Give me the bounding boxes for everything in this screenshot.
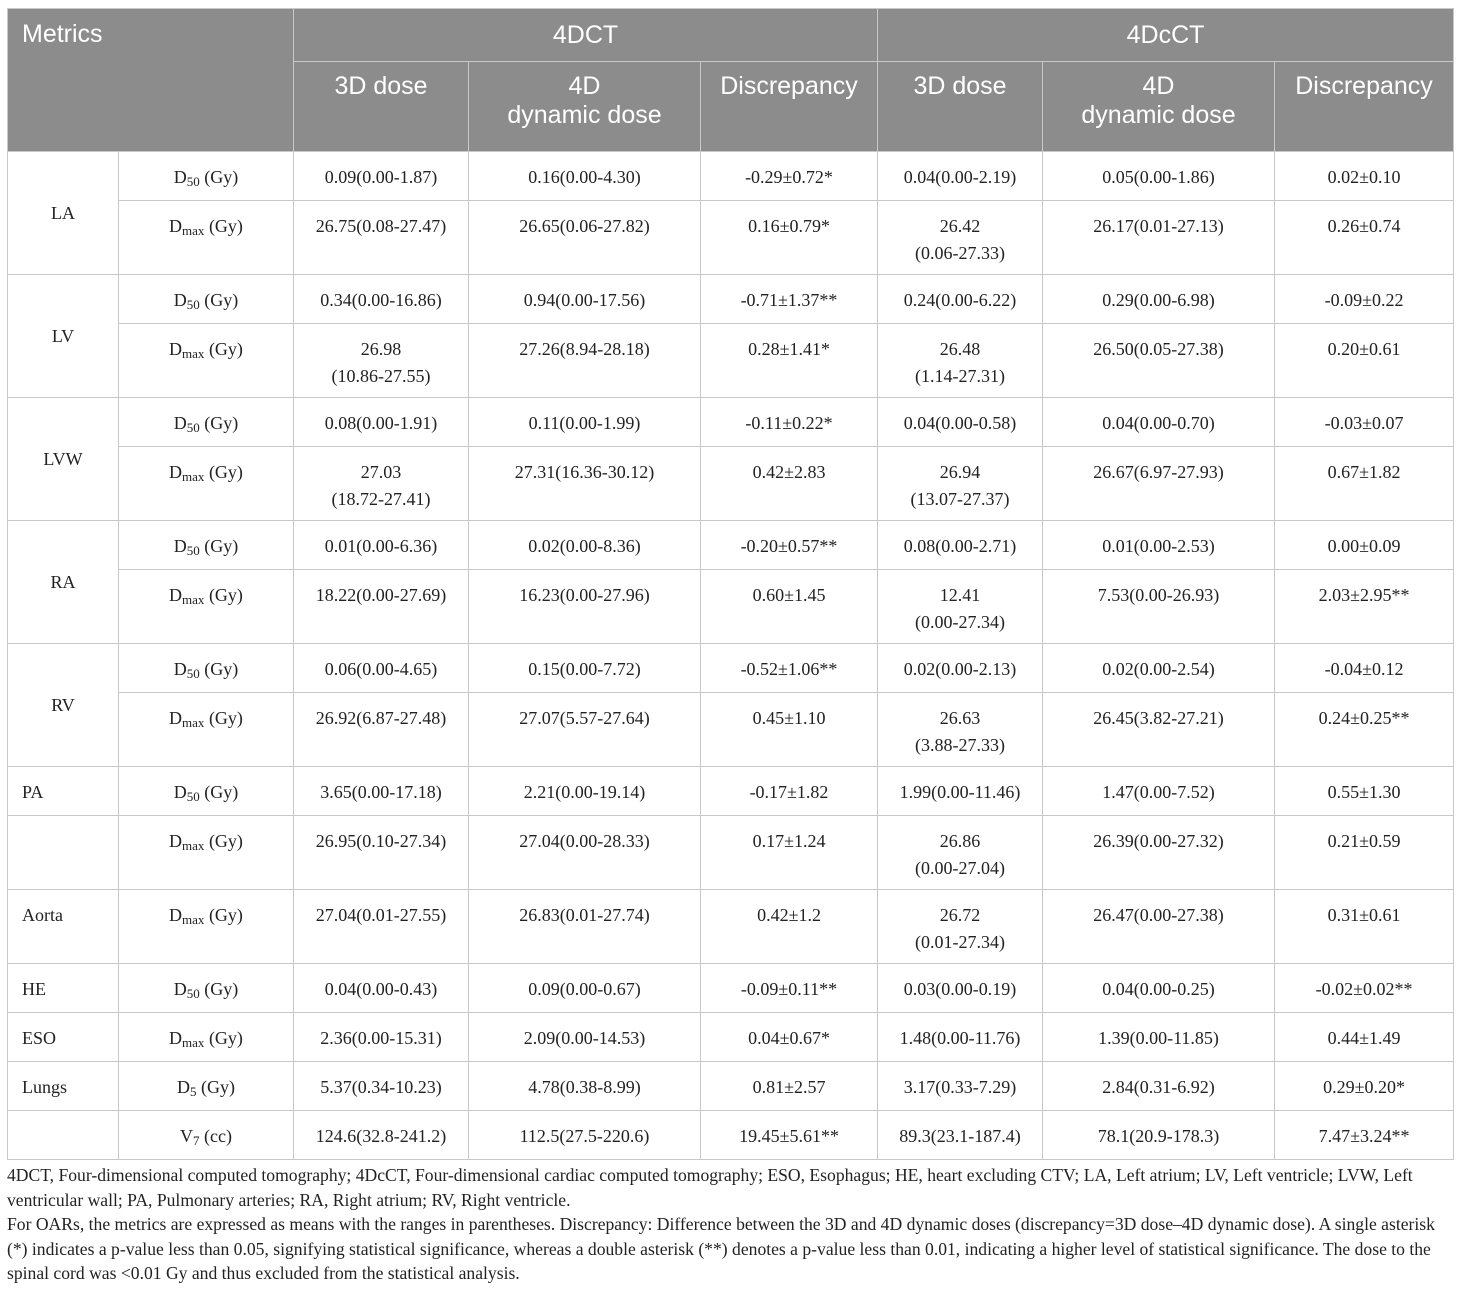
value-cell: 7.53(0.00-26.93) — [1043, 570, 1275, 644]
metric-subscript: max — [182, 346, 205, 361]
metric-unit: (Gy) — [204, 462, 243, 482]
organ-name: LV — [8, 275, 119, 398]
value-cell: 0.28±1.41* — [701, 324, 878, 398]
value-cell: 5.37(0.34-10.23) — [294, 1062, 469, 1111]
value-cell: 0.94(0.00-17.56) — [469, 275, 701, 324]
metric-unit: (Gy) — [199, 413, 239, 433]
metric-symbol: D — [169, 585, 183, 605]
value-cell: 0.31±0.61 — [1275, 890, 1454, 964]
value-cell: 27.31(16.36-30.12) — [469, 447, 701, 521]
value-cell: 0.24±0.25** — [1275, 693, 1454, 767]
value-cell: 0.08(0.00-2.71) — [878, 521, 1043, 570]
value-cell: 1.99(0.00-11.46) — [878, 767, 1043, 816]
metric-cell — [119, 521, 294, 570]
value-cell: 0.08(0.00-1.91) — [294, 398, 469, 447]
value-cell: 0.45±1.10 — [701, 693, 878, 767]
value-cell: 3.17(0.33-7.29) — [878, 1062, 1043, 1111]
value-cell: 0.04(0.00-0.25) — [1043, 964, 1275, 1013]
value-cell: 12.41 (0.00-27.34) — [878, 570, 1043, 644]
value-cell: 26.72 (0.01-27.34) — [878, 890, 1043, 964]
footnote-description: For OARs, the metrics are expressed as means with the ranges in parentheses. Discrepancy: Difference between the 3D and 4D dynamic doses (discrepancy=3D dose–4D dynamic dose). A single asterisk (*) indicates a p-value less than 0.05, signifying statistical significance, whereas a double asterisk (**) denotes a p-value less than 0.01, indicating a higher level of statistical significance. The dose to the spinal cord was <0.01 Gy and thus excluded from the statistical analysis. — [7, 1214, 1435, 1283]
value-cell: 0.16±0.79* — [701, 201, 878, 275]
value-cell: 0.20±0.61 — [1275, 324, 1454, 398]
metric-cell — [119, 767, 294, 816]
metric-symbol: D — [169, 462, 183, 482]
value-cell: 0.60±1.45 — [701, 570, 878, 644]
value-cell: 26.83(0.01-27.74) — [469, 890, 701, 964]
table-row — [8, 816, 1454, 890]
value-cell: 26.98 (10.86-27.55) — [294, 324, 469, 398]
value-cell: 0.04(0.00-0.43) — [294, 964, 469, 1013]
value-cell: 0.16(0.00-4.30) — [469, 152, 701, 201]
value-cell: 26.17(0.01-27.13) — [1043, 201, 1275, 275]
header-4dct-3d-dose: 3D dose — [294, 62, 469, 152]
metric-symbol: V — [180, 1126, 194, 1146]
value-cell: 0.67±1.82 — [1275, 447, 1454, 521]
metric-subscript: max — [182, 592, 205, 607]
value-cell: 0.55±1.30 — [1275, 767, 1454, 816]
metric-unit: (Gy) — [199, 659, 239, 679]
value-cell: 124.6(32.8-241.2) — [294, 1111, 469, 1160]
value-cell: 0.06(0.00-4.65) — [294, 644, 469, 693]
organ-name: HE — [8, 964, 119, 1013]
organ-name: RV — [8, 644, 119, 767]
metric-symbol: D — [169, 708, 183, 728]
value-cell: 0.11(0.00-1.99) — [469, 398, 701, 447]
value-cell: 7.47±3.24** — [1275, 1111, 1454, 1160]
organ-name: ESO — [8, 1013, 119, 1062]
value-cell: 0.04(0.00-0.58) — [878, 398, 1043, 447]
value-cell: 0.02(0.00-2.54) — [1043, 644, 1275, 693]
header-metrics: Metrics — [8, 9, 294, 152]
table-row — [8, 521, 1454, 570]
metric-symbol: D — [173, 413, 187, 433]
value-cell: -0.71±1.37** — [701, 275, 878, 324]
table-header — [8, 9, 1454, 152]
metric-unit: (Gy) — [204, 905, 243, 925]
metric-subscript: 50 — [186, 297, 200, 312]
metric-cell — [119, 398, 294, 447]
metric-unit: (Gy) — [199, 290, 239, 310]
table-row — [8, 152, 1454, 201]
value-cell: 26.42 (0.06-27.33) — [878, 201, 1043, 275]
value-cell: 27.03 (18.72-27.41) — [294, 447, 469, 521]
metric-unit: (Gy) — [204, 339, 243, 359]
value-cell: -0.11±0.22* — [701, 398, 878, 447]
metric-cell — [119, 1062, 294, 1111]
metric-subscript: 50 — [186, 420, 200, 435]
footnote-abbreviations: 4DCT, Four-dimensional computed tomography; 4DcCT, Four-dimensional cardiac computed tomography; ESO, Esophagus; HE, heart excluding CTV; LA, Left atrium; LV, Left ventricle; LVW, Left ventricular wall; PA, Pulmonary arteries; RA, Right atrium; RV, Right ventricle. — [7, 1165, 1413, 1210]
value-cell: 0.01(0.00-6.36) — [294, 521, 469, 570]
value-cell: 0.24(0.00-6.22) — [878, 275, 1043, 324]
table-row — [8, 1013, 1454, 1062]
value-cell: 27.04(0.01-27.55) — [294, 890, 469, 964]
metric-symbol: D — [169, 831, 183, 851]
metric-cell — [119, 1111, 294, 1160]
metric-subscript: 50 — [186, 986, 200, 1001]
value-cell: -0.09±0.11** — [701, 964, 878, 1013]
value-cell: -0.17±1.82 — [701, 767, 878, 816]
value-cell: 27.04(0.00-28.33) — [469, 816, 701, 890]
header-group-4dcct: 4DcCT — [878, 9, 1454, 62]
metric-symbol: D — [169, 216, 183, 236]
metric-symbol: D — [169, 1028, 183, 1048]
metric-symbol: D — [173, 782, 187, 802]
metric-subscript: 50 — [186, 666, 200, 681]
value-cell: 0.15(0.00-7.72) — [469, 644, 701, 693]
metric-cell — [119, 816, 294, 890]
metric-unit: (Gy) — [204, 216, 243, 236]
header-4dcct-4d-dose — [1043, 62, 1275, 152]
value-cell: 0.26±0.74 — [1275, 201, 1454, 275]
metric-symbol: D — [169, 339, 183, 359]
value-cell: 78.1(20.9-178.3) — [1043, 1111, 1275, 1160]
value-cell: 26.48 (1.14-27.31) — [878, 324, 1043, 398]
header-4dct-discrepancy: Discrepancy — [701, 62, 878, 152]
value-cell: 0.00±0.09 — [1275, 521, 1454, 570]
dose-comparison-table — [7, 8, 1454, 1160]
value-cell: 2.84(0.31-6.92) — [1043, 1062, 1275, 1111]
header-4dcct-discrepancy: Discrepancy — [1275, 62, 1454, 152]
value-cell: 0.05(0.00-1.86) — [1043, 152, 1275, 201]
metric-subscript: 5 — [190, 1084, 197, 1099]
metric-subscript: 50 — [186, 543, 200, 558]
value-cell: -0.52±1.06** — [701, 644, 878, 693]
metric-cell — [119, 964, 294, 1013]
value-cell: 27.07(5.57-27.64) — [469, 693, 701, 767]
metric-symbol: D — [173, 659, 187, 679]
metric-symbol: D — [173, 290, 187, 310]
value-cell: 0.04(0.00-2.19) — [878, 152, 1043, 201]
metric-unit: (Gy) — [199, 536, 239, 556]
value-cell: 0.09(0.00-0.67) — [469, 964, 701, 1013]
value-cell: 2.03±2.95** — [1275, 570, 1454, 644]
metric-unit: (Gy) — [196, 1077, 235, 1097]
value-cell: 26.39(0.00-27.32) — [1043, 816, 1275, 890]
metric-symbol: D — [173, 536, 187, 556]
value-cell: 0.21±0.59 — [1275, 816, 1454, 890]
organ-name: PA — [8, 767, 119, 816]
metric-subscript: max — [182, 469, 205, 484]
value-cell: 27.26(8.94-28.18) — [469, 324, 701, 398]
value-cell: 3.65(0.00-17.18) — [294, 767, 469, 816]
metric-unit: (cc) — [199, 1126, 232, 1146]
value-cell: -0.04±0.12 — [1275, 644, 1454, 693]
value-cell: 19.45±5.61** — [701, 1111, 878, 1160]
table-row — [8, 570, 1454, 644]
metric-subscript: 7 — [193, 1133, 200, 1148]
metric-symbol: D — [177, 1077, 190, 1097]
table-row — [8, 324, 1454, 398]
table-row — [8, 964, 1454, 1013]
table-row — [8, 693, 1454, 767]
table-row — [8, 1062, 1454, 1111]
organ-name: LVW — [8, 398, 119, 521]
metric-unit: (Gy) — [199, 167, 239, 187]
organ-name: Aorta — [8, 890, 119, 964]
metric-cell — [119, 1013, 294, 1062]
value-cell: 0.29(0.00-6.98) — [1043, 275, 1275, 324]
metric-unit: (Gy) — [204, 1028, 243, 1048]
metric-cell — [119, 152, 294, 201]
value-cell: 0.42±2.83 — [701, 447, 878, 521]
value-cell: 0.17±1.24 — [701, 816, 878, 890]
value-cell: 0.02±0.10 — [1275, 152, 1454, 201]
dose-comparison-table-container — [7, 8, 1453, 1286]
metric-unit: (Gy) — [204, 831, 243, 851]
value-cell: -0.20±0.57** — [701, 521, 878, 570]
value-cell: 1.48(0.00-11.76) — [878, 1013, 1043, 1062]
value-cell: 0.44±1.49 — [1275, 1013, 1454, 1062]
metric-symbol: D — [169, 905, 183, 925]
value-cell: 26.47(0.00-27.38) — [1043, 890, 1275, 964]
metric-cell — [119, 693, 294, 767]
value-cell: 0.29±0.20* — [1275, 1062, 1454, 1111]
table-footnotes — [7, 1163, 1453, 1286]
value-cell: 0.02(0.00-2.13) — [878, 644, 1043, 693]
value-cell: 2.36(0.00-15.31) — [294, 1013, 469, 1062]
value-cell: 0.81±2.57 — [701, 1062, 878, 1111]
value-cell: 26.95(0.10-27.34) — [294, 816, 469, 890]
header-group-4dct: 4DCT — [294, 9, 878, 62]
metric-subscript: max — [182, 223, 205, 238]
metric-cell — [119, 201, 294, 275]
table-row — [8, 890, 1454, 964]
metric-subscript: max — [182, 715, 205, 730]
value-cell: 18.22(0.00-27.69) — [294, 570, 469, 644]
table-row — [8, 447, 1454, 521]
value-cell: 26.65(0.06-27.82) — [469, 201, 701, 275]
organ-name — [8, 1111, 119, 1160]
value-cell: 2.09(0.00-14.53) — [469, 1013, 701, 1062]
metric-cell — [119, 324, 294, 398]
value-cell: 2.21(0.00-19.14) — [469, 767, 701, 816]
table-body — [8, 152, 1454, 1160]
value-cell: -0.09±0.22 — [1275, 275, 1454, 324]
metric-subscript: 50 — [186, 789, 200, 804]
organ-name — [8, 816, 119, 890]
value-cell: 0.03(0.00-0.19) — [878, 964, 1043, 1013]
metric-cell — [119, 275, 294, 324]
value-cell: 26.50(0.05-27.38) — [1043, 324, 1275, 398]
metric-cell — [119, 447, 294, 521]
metric-unit: (Gy) — [199, 979, 239, 999]
metric-unit: (Gy) — [199, 782, 239, 802]
table-row — [8, 1111, 1454, 1160]
metric-symbol: D — [173, 979, 187, 999]
value-cell: 16.23(0.00-27.96) — [469, 570, 701, 644]
metric-symbol: D — [173, 167, 187, 187]
header-4d-line1: 4D — [1142, 72, 1175, 100]
value-cell: 0.02(0.00-8.36) — [469, 521, 701, 570]
organ-name: LA — [8, 152, 119, 275]
table-row — [8, 644, 1454, 693]
value-cell: 1.39(0.00-11.85) — [1043, 1013, 1275, 1062]
header-row-groups — [8, 9, 1454, 62]
value-cell: 89.3(23.1-187.4) — [878, 1111, 1043, 1160]
value-cell: 26.94 (13.07-27.37) — [878, 447, 1043, 521]
value-cell: 1.47(0.00-7.52) — [1043, 767, 1275, 816]
metric-unit: (Gy) — [204, 708, 243, 728]
table-row — [8, 398, 1454, 447]
table-row — [8, 275, 1454, 324]
value-cell: 26.45(3.82-27.21) — [1043, 693, 1275, 767]
metric-subscript: 50 — [186, 174, 200, 189]
organ-name: Lungs — [8, 1062, 119, 1111]
value-cell: 26.63 (3.88-27.33) — [878, 693, 1043, 767]
metric-cell — [119, 644, 294, 693]
header-4d-line2: dynamic dose — [1081, 101, 1236, 129]
value-cell: 26.92(6.87-27.48) — [294, 693, 469, 767]
value-cell: 0.42±1.2 — [701, 890, 878, 964]
metric-cell — [119, 570, 294, 644]
value-cell: -0.29±0.72* — [701, 152, 878, 201]
table-row — [8, 201, 1454, 275]
value-cell: 0.04±0.67* — [701, 1013, 878, 1062]
value-cell: 0.34(0.00-16.86) — [294, 275, 469, 324]
metric-subscript: max — [182, 912, 205, 927]
value-cell: 0.04(0.00-0.70) — [1043, 398, 1275, 447]
header-4d-line2: dynamic dose — [507, 101, 662, 129]
header-4d-line1: 4D — [568, 72, 601, 100]
value-cell: 26.67(6.97-27.93) — [1043, 447, 1275, 521]
header-4dcct-3d-dose: 3D dose — [878, 62, 1043, 152]
value-cell: -0.02±0.02** — [1275, 964, 1454, 1013]
value-cell: 4.78(0.38-8.99) — [469, 1062, 701, 1111]
value-cell: 0.01(0.00-2.53) — [1043, 521, 1275, 570]
organ-name: RA — [8, 521, 119, 644]
value-cell: 26.75(0.08-27.47) — [294, 201, 469, 275]
metric-cell — [119, 890, 294, 964]
value-cell: 112.5(27.5-220.6) — [469, 1111, 701, 1160]
metric-subscript: max — [182, 838, 205, 853]
header-4dct-4d-dose — [469, 62, 701, 152]
metric-subscript: max — [182, 1035, 205, 1050]
value-cell: 0.09(0.00-1.87) — [294, 152, 469, 201]
value-cell: -0.03±0.07 — [1275, 398, 1454, 447]
metric-unit: (Gy) — [204, 585, 243, 605]
table-row — [8, 767, 1454, 816]
value-cell: 26.86 (0.00-27.04) — [878, 816, 1043, 890]
